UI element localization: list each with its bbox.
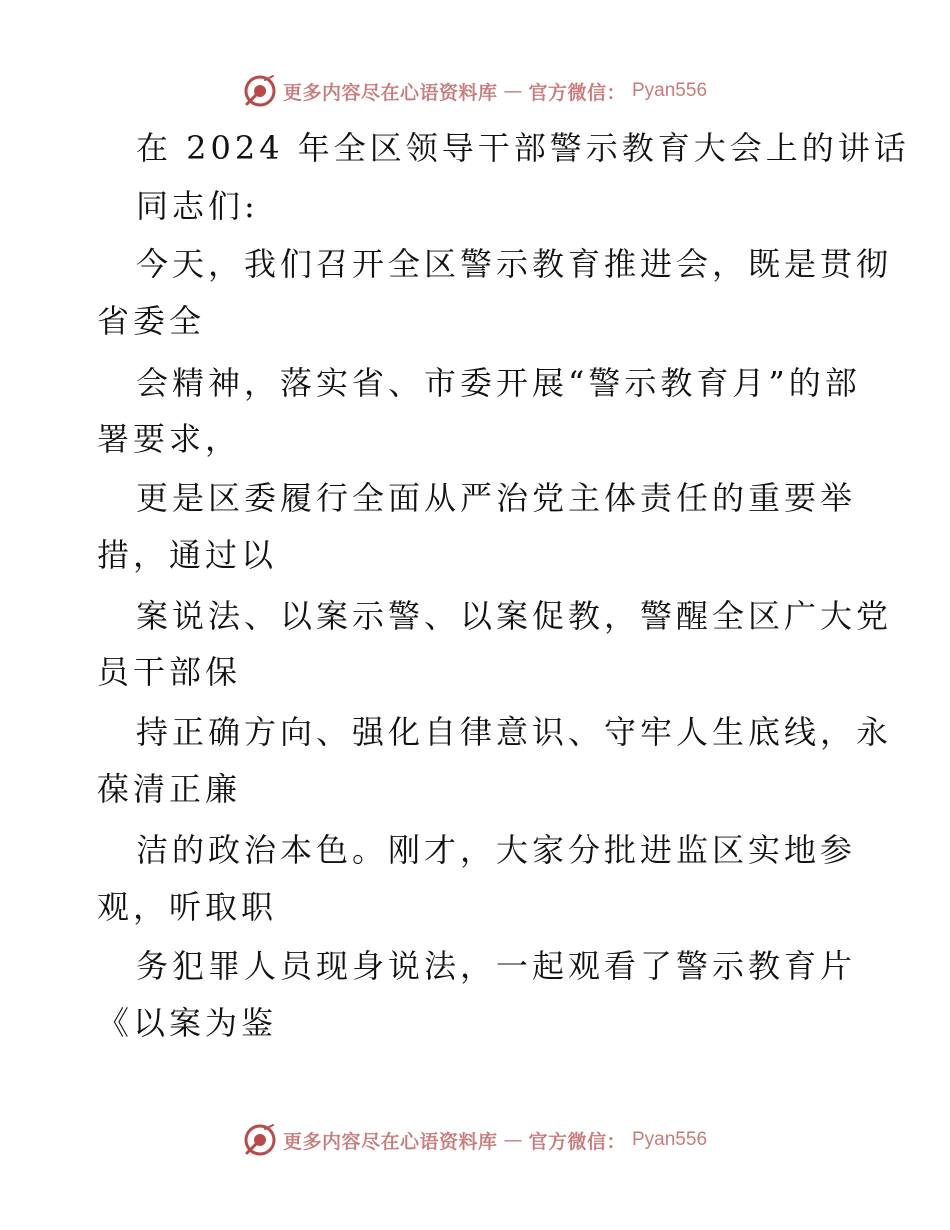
header-watermark (0, 71, 950, 111)
text-line: 署要求， (97, 420, 242, 458)
watermark-contact: 官方微信： (528, 1130, 626, 1153)
watermark-dash: — (503, 1129, 523, 1151)
watermark-dash: — (503, 80, 523, 102)
pen-logo-icon (243, 1123, 277, 1157)
watermark-id: Pyan556 (632, 1129, 708, 1150)
watermark-brand: 更多内容尽在心语资料库 (282, 81, 498, 104)
text-line: 员干部保 (97, 653, 242, 691)
text-line: 观，听取职 (97, 888, 278, 926)
document-title: 在 2024 年全区领导干部警示教育大会上的讲话 (136, 129, 910, 167)
salutation: 同志们: (136, 187, 259, 225)
text-line: 务犯罪人员现身说法，一起观看了警示教育片 (136, 947, 857, 985)
text-line: 案说法、以案示警、以案促教，警醒全区广大党 (136, 597, 893, 635)
text-line: 洁的政治本色。刚才，大家分批进监区实地参 (136, 831, 857, 869)
text-line: 省委全 (97, 302, 206, 340)
watermark-contact: 官方微信： (528, 81, 626, 104)
text-line: 更是区委履行全面从严治党主体责任的重要举 (136, 479, 857, 517)
watermark-brand: 更多内容尽在心语资料库 (282, 1130, 498, 1153)
text-line: 今天，我们召开全区警示教育推进会，既是贯彻 (136, 245, 893, 283)
text-line: 葆清正廉 (97, 770, 242, 808)
text-line: 措，通过以 (97, 536, 278, 574)
text-line: 会精神，落实省、市委开展“警示教育月”的部 (136, 364, 861, 402)
footer-watermark (0, 1120, 950, 1160)
watermark-id: Pyan556 (632, 80, 708, 101)
text-line: 持正确方向、强化自律意识、守牢人生底线，永 (136, 713, 893, 751)
pen-logo-icon (243, 74, 277, 108)
text-line: 《以案为鉴 (97, 1004, 278, 1042)
